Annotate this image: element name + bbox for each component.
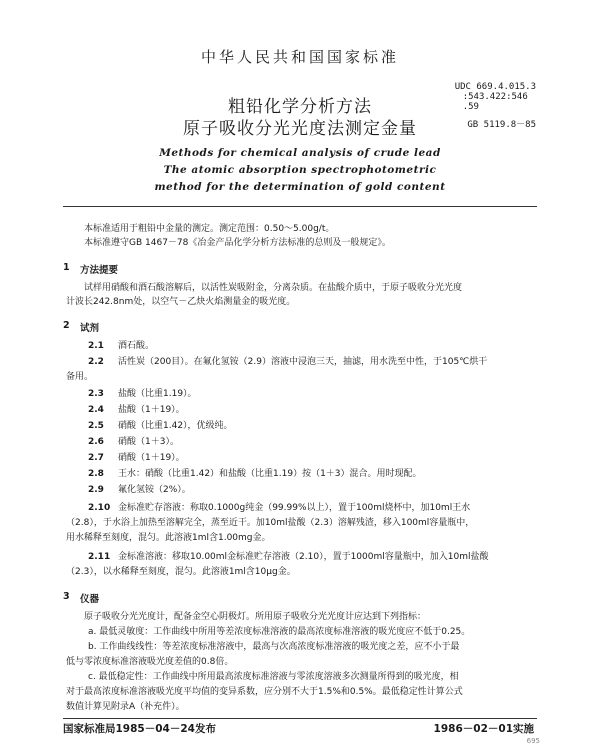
- english-title-line2: The atomic absorption spectrophotometric: [163, 164, 437, 176]
- reagent-number: 2.4: [88, 405, 104, 415]
- reagent-text: （2.3），以水稀释至刻度，混匀。此溶液1ml含10μg金。: [66, 567, 296, 577]
- section-3-line: 数值计算见附录A（补充件）。: [66, 702, 185, 712]
- reagent-number: 2.1: [88, 341, 104, 351]
- section-3-line: b. 工作曲线线性：等差浓度标准溶液中，最高与次高浓度标准溶液的吸光度之差，应不小于最: [88, 642, 460, 652]
- reagent-text: 金标准溶液：移取10.00ml金标准贮存溶液（2.10），置于1000ml容量瓶中，加入10ml盐酸: [118, 552, 489, 562]
- reagent-text: 硝酸（1＋3）。: [118, 437, 179, 447]
- footer-rule: [63, 718, 537, 719]
- reagent-number: 2.8: [88, 469, 104, 479]
- gb-code: GB 5119.8－85: [467, 120, 536, 130]
- reagent-text: 备用。: [66, 372, 94, 382]
- reagent-text: 酒石酸。: [118, 341, 155, 351]
- section-3-line: 对于最高浓度标准溶液吸光度平均值的变异系数，应分别不大于1.5%和0.5%。最低稳定性计算公式: [66, 687, 463, 697]
- reagent-number: 2.3: [88, 389, 104, 399]
- reagent-number: 2.6: [88, 437, 104, 447]
- reagent-number: 2.9: [88, 485, 104, 495]
- country-standard-heading: 中华人民共和国国家标准: [200, 48, 399, 66]
- header-rule: [63, 206, 537, 207]
- reagent-text: 活性炭（200目）。在氟化氢铵（2.9）溶液中浸泡三天，抽滤，用水洗至中性，于105℃烘干: [118, 357, 488, 367]
- intro-compliance: 本标准遵守GB 1467－78《冶金产品化学分析方法标准的总则及一般规定》。: [84, 238, 391, 248]
- reagent-number: 2.5: [88, 421, 104, 431]
- section-2-title: 试剂: [80, 323, 100, 334]
- reagent-number: 2.11: [88, 552, 111, 562]
- issue-date: 国家标准局1985－04－24发布: [63, 723, 216, 735]
- reagent-text: 用水稀释至刻度，混匀。此溶液1ml含1.00mg金。: [66, 533, 271, 543]
- english-title-line3: method for the determination of gold content: [154, 181, 446, 193]
- reagent-number: 2.7: [88, 453, 104, 463]
- page-number: 695: [526, 737, 540, 745]
- section-3-line: a. 最低灵敏度：工作曲线中所用等差浓度标准溶液的最高浓度标准溶液的吸光度应不低于0.25。: [88, 627, 471, 637]
- reagent-text: 盐酸（1＋19）。: [118, 405, 185, 415]
- section-3-line: 原子吸收分光光度计，配备金空心阴极灯。所用原子吸收分光光度计应达到下列指标：: [84, 612, 427, 622]
- section-3-number: 3: [63, 591, 70, 602]
- section-3-title: 仪器: [80, 594, 100, 605]
- udc-line-1: UDC 669.4.015.3: [454, 82, 536, 92]
- reagent-text: 氟化氢铵（2%）。: [118, 485, 191, 495]
- effective-date: 1986－02－01实施: [433, 723, 534, 735]
- section-3-line: 低与零浓度标准溶液吸光度差值的0.8倍。: [66, 657, 234, 667]
- reagent-text: 硝酸（比重1.42），优级纯。: [118, 421, 233, 431]
- reagent-text: 金标准贮存溶液：称取0.1000g纯金（99.99%以上），置于100ml烧杯中，加10ml王水: [118, 503, 471, 513]
- section-2-number: 2: [63, 320, 70, 331]
- section-1-line: 计波长242.8nm处，以空气－乙炔火焰测量金的吸光度。: [66, 297, 296, 307]
- document-title-line2: 原子吸收分光光度法测定金量: [183, 119, 417, 139]
- section-1-number: 1: [63, 262, 70, 273]
- udc-code: [455, 82, 536, 112]
- reagent-text: 盐酸（比重1.19）。: [118, 389, 197, 399]
- section-1-line: 试样用硝酸和酒石酸溶解后，以活性炭吸附金，分离杂质。在盐酸介质中，于原子吸收分光光度: [84, 283, 463, 293]
- reagent-text: 王水：硝酸（比重1.42）和盐酸（比重1.19）按（1＋3）混合。用时现配。: [118, 469, 422, 479]
- reagent-number: 2.10: [88, 503, 111, 513]
- section-3-line: c. 最低稳定性：工作曲线中所用最高浓度标准溶液与零浓度溶液多次测量所得到的吸光度，相: [88, 672, 459, 682]
- section-1-title: 方法提要: [80, 265, 119, 276]
- reagent-text: 硝酸（1＋19）。: [118, 453, 185, 463]
- udc-line-3: .59: [462, 102, 479, 112]
- intro-scope: 本标准适用于粗铅中金量的测定。测定范围：0.50～5.00g/t。: [84, 224, 335, 234]
- reagent-number: 2.2: [88, 357, 104, 367]
- document-title-line1: 粗铅化学分析方法: [228, 97, 372, 117]
- reagent-text: （2.8），于水浴上加热至溶解完全，蒸至近干。加10ml盐酸（2.3）溶解残渣，移入100ml容量瓶中，: [66, 518, 475, 528]
- udc-line-2: :543.422:546: [462, 92, 528, 102]
- english-title-line1: Methods for chemical analysis of crude lead: [159, 147, 441, 159]
